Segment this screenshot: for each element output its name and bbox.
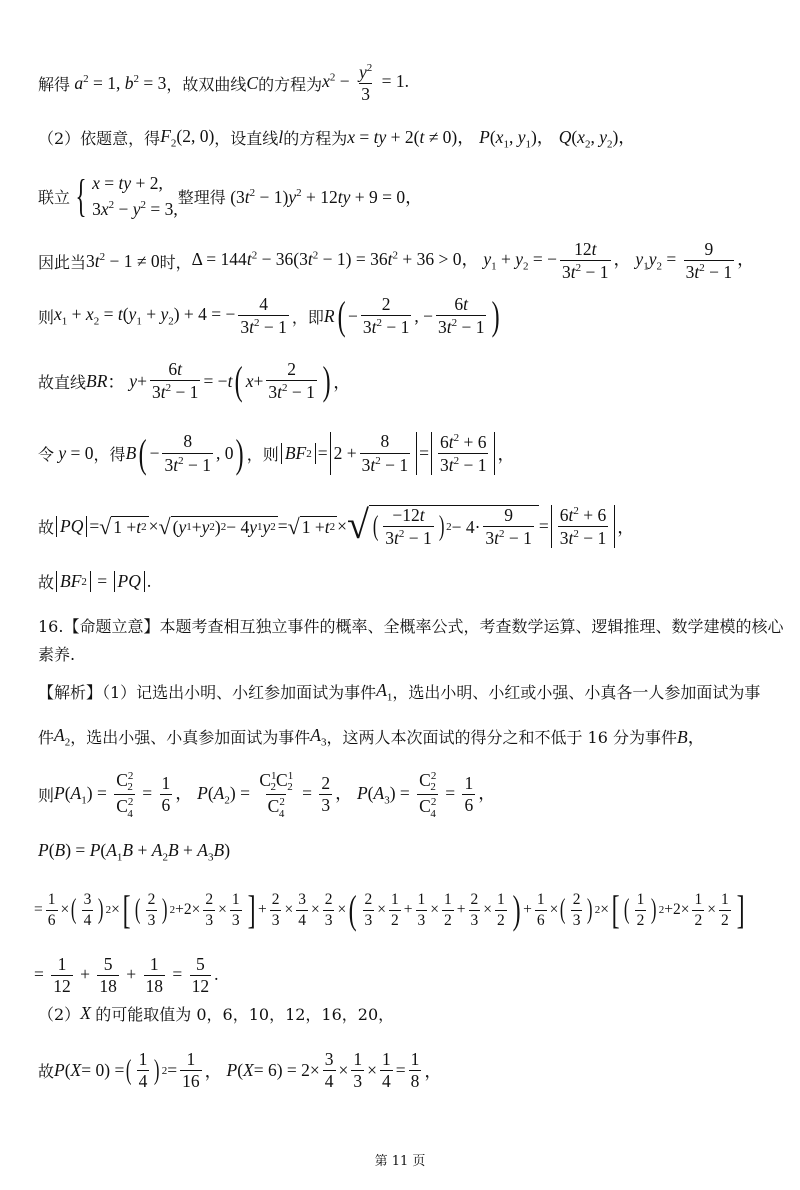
math-bf2: BF 2 = 2 + $\frac{8}{3t^2 - 1}$ = $\frac{6t^2 + 6}{3t^2 - 1}$ ，: [279, 432, 515, 475]
text: 的方程为: [258, 74, 323, 94]
text: 因此当: [38, 252, 87, 272]
analysis-line-2: [38, 724, 705, 749]
text: 【解析】（1）记选出小明、小红参加面试为事件: [38, 683, 377, 703]
text: 则: [38, 307, 55, 327]
text: ，得: [93, 445, 126, 465]
text: ，选出小强、小真参加面试为事件: [70, 728, 311, 747]
text: 故直线: [38, 372, 87, 392]
text: 故: [38, 573, 55, 592]
math-system: { x = ty + 2, $3x^2 - y^2 = 3$,: [75, 170, 178, 222]
text: ，这两人本次面试的得分之和不低于 16 分为事件: [326, 728, 677, 747]
math-sum-x: $x_1 + x_2 = t(y_1 + y_2) + 4$ = − $\frac{4}{3t^2 - 1}$: [54, 294, 287, 338]
line-solve-ab: [38, 62, 409, 104]
text: ，则: [246, 445, 279, 465]
math-pb: $P(B) = P(A_1B + A_2B + A_3B)$: [38, 840, 231, 864]
math-pa: $P(A_1)$ = $\frac{C^2_2}{C^2_4}$ = $\frac{1}{6}$ ， $P(A_2)$ = $\frac{C^1_2C^1_2}{C^2_4}$ = $\frac{2}{3}$ ， $P(A_3)$ = $\frac{C^2_2}{C^2_4}$ = $\frac{1}{6}$ ，: [54, 769, 496, 820]
line-focus: [38, 124, 636, 151]
line-br: [38, 360, 351, 402]
math-l: l: [278, 126, 284, 147]
math-equal: BF 2 = PQ .: [54, 571, 151, 592]
math-quadratic: $(3t^2 - 1)y^2 + 12ty + 9 = 0$，: [225, 186, 423, 207]
math-c: C: [246, 72, 259, 93]
math-x: X: [80, 1003, 91, 1023]
analysis-line-1: [38, 680, 760, 704]
math-f2: $F_2(2$, 0): [160, 125, 215, 149]
math-pb-expand: = $\frac{1}{6}$ × ( $\frac{3}{4}$ ) 2 × [ ( $\frac{2}{3}$ ) 2 +2× $\frac{2}{3}$ × $\frac{1}{3}$ ] + $\frac{2}{3}$ × $\frac{3}{4}$ × $\frac{2}{3}$ × ( $\frac{2}{3}$ × $\frac{1}{2}$ + $\frac{1}{3}$ × $\frac{1}{2}$ + $\frac{2}{3}$ × $\frac{1}{2}$ ) + $\frac{1}{6}$ × ( $\frac{2}{3}$ ) 2 × [ ( $\frac{1}{2}$ ) 2 +2× $\frac{1}{2}$ × $\frac{1}{2}$ ]: [34, 887, 745, 932]
line-pb-result: [34, 955, 219, 997]
text: ，即: [291, 307, 324, 327]
text: 故: [38, 1062, 55, 1082]
text: （2）依题意，得: [38, 128, 161, 148]
line-system: [38, 170, 423, 223]
text: 则: [38, 786, 55, 806]
line-sum-x: [38, 295, 503, 337]
text: 的方程为: [283, 128, 348, 148]
text: 素养.: [38, 645, 76, 664]
math-delta: $\Delta = 144t^2 - 36(3t^2 - 1) = 36t^2 + 36 > 0$， $y_1 + y_2$ = − $\frac{12t}{3t^2 - 1}$ ， $y_1y_2$ = $\frac{9}{3t^2 - 1}$ ，: [191, 239, 755, 283]
math-a2: $A_2$: [54, 724, 71, 749]
line-x-values: [38, 1002, 394, 1025]
line-pa: [38, 770, 496, 820]
math-b: B，: [676, 727, 706, 747]
text: 的可能取值为 0，6，10，12，16，20，: [95, 1005, 395, 1024]
math-pb-result: = $\frac{1}{12}$ + $\frac{5}{18}$ + $\frac{1}{18}$ = $\frac{5}{12}$ .: [34, 954, 219, 997]
page-number: 第 11 页: [374, 1154, 426, 1169]
line-pq: [38, 502, 635, 549]
text: 16.【命题立意】本题考查相互独立事件的概率、全概率公式，考查数学运算、逻辑推理、数学建模的核心: [38, 617, 784, 636]
section-16-intro-cont: [38, 642, 75, 665]
math-pq: PQ = √ 1 + t 2 × √ ( y 1 + y 2 ) 2 − 4 y 1 y 2 = √ 1 + t 2 × √ ( $\frac{-12t}{3t^2 - 1}$ ) 2 − 4· $\frac{9}{3t^2 - 1}$ = $\frac{6t^2 + 6}{3t^2 - 1}$ ，: [54, 505, 635, 548]
text: 整理得: [177, 187, 226, 207]
section-16-intro: [38, 614, 783, 637]
line-px: [38, 1050, 442, 1092]
math-a3: $A_3$: [310, 724, 327, 749]
text: （2）: [38, 1005, 81, 1024]
line-conclusion: [38, 570, 151, 593]
text: 件: [38, 728, 55, 747]
text: 令: [38, 445, 55, 465]
text: ，故双曲线: [166, 74, 247, 94]
text: 解得: [38, 74, 71, 94]
math-br: BR ： y + $\frac{6t}{3t^2 - 1}$ = − t ( x + $\frac{2}{3t^2 - 1}$ ) ，: [86, 358, 351, 404]
math-cond: $3t^2 - 1 \ne 0$: [86, 250, 160, 271]
text: 时，: [159, 252, 192, 272]
math-r: R ( − $\frac{2}{3t^2 - 1}$ , − $\frac{6t}{3t^2 - 1}$ ): [323, 293, 501, 339]
math-line-eq: x = ty + 2(t ≠ 0)， $P(x_1$, $y_1$)， $Q(x_2$, $y_2$)，: [347, 127, 636, 151]
math-b-point: B ( − $\frac{8}{3t^2 - 1}$ , 0 ): [125, 430, 245, 476]
line-discriminant: [38, 240, 755, 282]
math-y0: y = 0: [58, 443, 94, 464]
text: 故: [38, 518, 55, 538]
text: ，设直线: [214, 128, 279, 148]
line-b: [38, 432, 515, 475]
math-px: P ( X = 0) = ( $\frac{1}{4}$ ) 2 = $\frac{1}{16}$ ， P ( X = 6) = 2× $\frac{3}{4}$ × $\frac{1}{3}$ × $\frac{1}{4}$ = $\frac{1}{8}$ ，: [54, 1049, 442, 1092]
line-pb: [38, 840, 230, 864]
math-a1: $A_1$: [376, 680, 393, 704]
math-hyperbola: $x^2$ − $\frac{y^2}{3}$ = 1.: [322, 61, 410, 105]
text: 联立: [38, 187, 71, 207]
text: ，选出小明、小红或小强、小真各一人参加面试为事: [392, 683, 761, 703]
math-ab: $a^2 = 1$, $b^2 = 3$: [74, 72, 167, 93]
line-pb-expand: [34, 887, 747, 932]
